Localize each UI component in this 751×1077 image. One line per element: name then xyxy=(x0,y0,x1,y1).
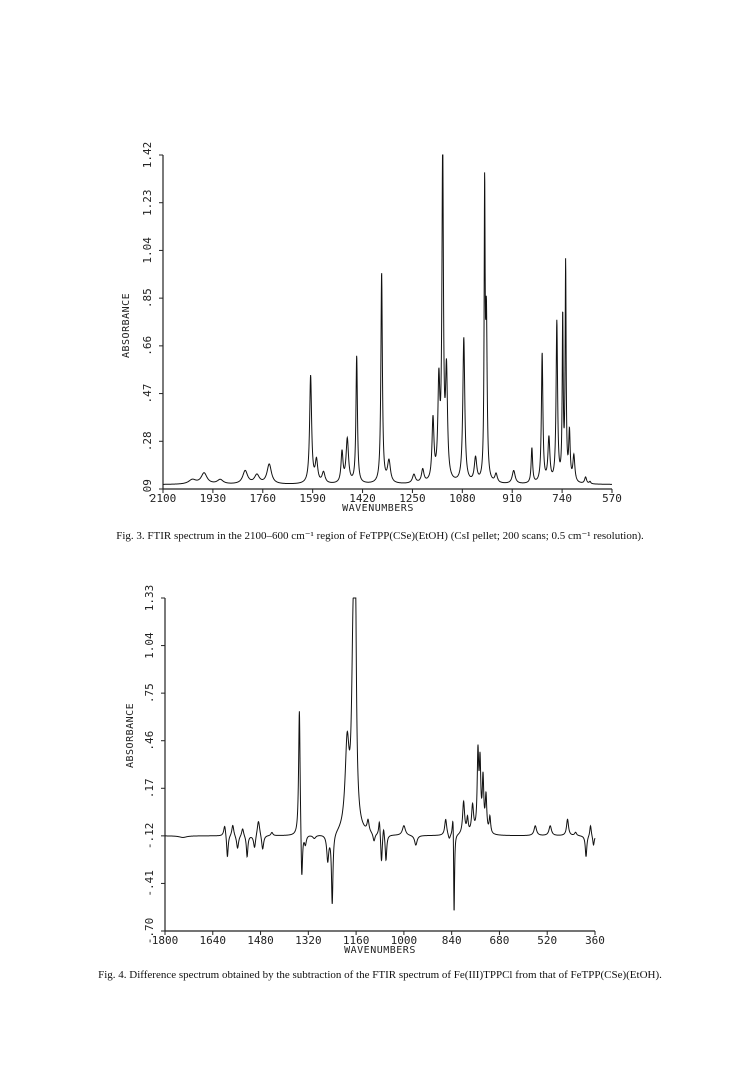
fig3-xtick-label: 910 xyxy=(502,492,523,505)
fig3-xtick-label: 2100 xyxy=(149,492,177,505)
fig4-xtick-label: 1640 xyxy=(199,934,227,947)
fig3-ylabel: ABSORBANCE xyxy=(121,292,132,358)
fig4-xtick-label: 1480 xyxy=(247,934,274,947)
fig3-xtick-label: 1080 xyxy=(449,492,476,505)
fig4-axes xyxy=(165,598,595,931)
fig3-ytick-label: .47 xyxy=(141,383,154,404)
fig3-ytick-label: 1.23 xyxy=(141,189,154,216)
fig4-spectrum-line xyxy=(165,598,595,910)
fig3-spectrum-line xyxy=(163,155,612,484)
fig4-ytick-label: .75 xyxy=(143,683,156,704)
fig4-ytick-label: .46 xyxy=(143,730,156,751)
fig3-xtick-label: 1930 xyxy=(199,492,227,505)
fig4-ylabel: ABSORBANCE xyxy=(125,702,136,768)
fig3-xtick-label: 1250 xyxy=(399,492,426,505)
fig3-ytick-label: 1.42 xyxy=(141,141,154,169)
fig4-ytick-label: -.41 xyxy=(143,870,156,897)
fig3-chart xyxy=(121,142,622,514)
fig4-caption: Fig. 4. Difference spectrum obtained by the subtraction of the FTIR spectrum of Fe(III)TPPCl from that of FeTPP(CSe)(EtOH). xyxy=(98,969,662,981)
fig3-xtick-label: 570 xyxy=(602,492,622,505)
fig3-ytick-label: .09 xyxy=(141,479,154,499)
fig4-xtick-label: 1160 xyxy=(342,934,370,947)
fig4-ytick-label: 1.04 xyxy=(143,632,156,659)
fig3-xtick-label: 1760 xyxy=(249,492,277,505)
fig4-chart xyxy=(125,585,605,956)
fig3-xtick-label: 1590 xyxy=(299,492,326,505)
fig3-xlabel: WAVENUMBERS xyxy=(342,503,414,514)
fig4-xtick-label: 360 xyxy=(585,934,605,947)
fig4-ytick-label: -.70 xyxy=(143,917,156,945)
fig4-xtick-label: 680 xyxy=(489,934,510,947)
fig4-ytick-label: -.12 xyxy=(143,822,156,850)
fig4-xtick-label: 520 xyxy=(537,934,558,947)
fig3-ytick-label: .85 xyxy=(141,288,154,309)
fig3-ytick-label: 1.04 xyxy=(141,237,154,264)
fig3-caption: Fig. 3. FTIR spectrum in the 2100–600 cm⁻¹ region of FeTPP(CSe)(EtOH) (CsI pellet; 200 scans; 0.5 cm⁻¹ resolution). xyxy=(116,530,644,542)
fig4-xtick-label: 1320 xyxy=(295,934,322,947)
fig3-xtick-label: 1420 xyxy=(349,492,376,505)
fig3-axes xyxy=(163,155,612,489)
fig4-ytick-label: .17 xyxy=(143,778,156,799)
fig3-ytick-label: .66 xyxy=(141,335,154,356)
fig3-xtick-label: 740 xyxy=(552,492,573,505)
fig4-xlabel: WAVENUMBERS xyxy=(344,945,416,956)
fig4-xtick-label: 1000 xyxy=(390,934,418,947)
fig4-xtick-label: 840 xyxy=(441,934,462,947)
fig3-ytick-label: .28 xyxy=(141,431,154,452)
fig4-yticks xyxy=(143,585,165,945)
fig4-xtick-label: 1800 xyxy=(151,934,179,947)
fig3-yticks xyxy=(141,142,163,499)
fig4-ytick-label: 1.33 xyxy=(143,584,156,612)
